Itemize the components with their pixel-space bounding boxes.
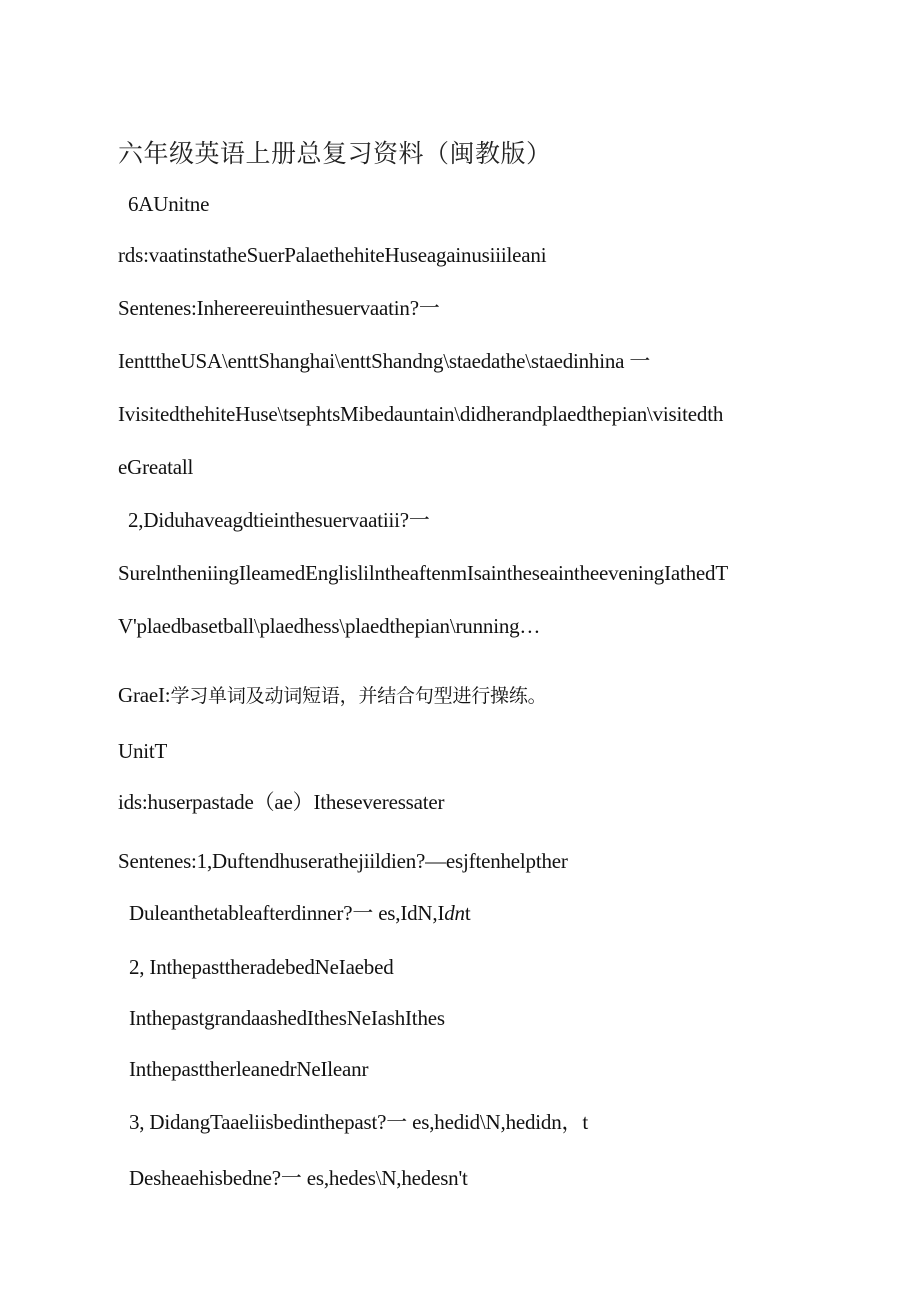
text-line: Desheaehisbedne?一 es,hedes\N,hedesn't <box>129 1166 468 1190</box>
unit-heading: UnitT <box>118 739 168 763</box>
grammar-line <box>118 681 546 710</box>
text-line: eGreatall <box>118 455 194 479</box>
unit-heading: 6AUnitne <box>128 192 210 216</box>
text-line: 3, DidangTaaeliisbedinthepast?一 es,hedid\N,hedidn，t <box>129 1110 588 1134</box>
text-line: 2, InthepasttheradebedNeIaebed <box>129 955 394 979</box>
text-line: SurelntheniingIleamedEnglislilntheaftenmIsaintheseaintheeveningIathedT <box>118 561 728 585</box>
text-line: Sentenes:1,Duftendhuserathejiildien?—esjftenhelpther <box>118 849 568 873</box>
document-title: 六年级英语上册总复习资料（闽教版） <box>118 139 552 168</box>
text-line: InthepasttherleanedrNeIleanr <box>129 1057 369 1081</box>
text-fragment: Duleanthetableafterdinner?一 es,IdN,I <box>129 901 445 925</box>
grammar-text: 学习单词及动词短语，并结合句型进行操练。 <box>170 685 547 707</box>
grammar-label: GraeI: <box>118 683 171 707</box>
text-line <box>129 899 470 927</box>
text-line: IentttheUSA\enttShanghai\enttShandng\staedathe\staedinhina 一 <box>118 349 651 373</box>
text-line: 2,Diduhaveagdtieinthesuervaatiii?一 <box>128 508 430 532</box>
text-fragment-italic: dn <box>444 901 465 925</box>
text-fragment: t <box>464 901 471 925</box>
text-line: IvisitedthehiteHuse\tsephtsMibedauntain\didherandplaedthepian\visitedth <box>118 402 724 426</box>
text-line: Sentenes:Inhereereuinthesuervaatin?一 <box>118 296 440 320</box>
text-line: rds:vaatinstatheSuerPalaethehiteHuseagainusiiileani <box>118 243 547 267</box>
text-line: V'plaedbasetball\plaedhess\plaedthepian\running… <box>118 614 541 638</box>
text-line: ids:huserpastade（ae）Itheseveressater <box>118 790 445 814</box>
text-line: InthepastgrandaashedIthesNeIashIthes <box>129 1006 445 1030</box>
